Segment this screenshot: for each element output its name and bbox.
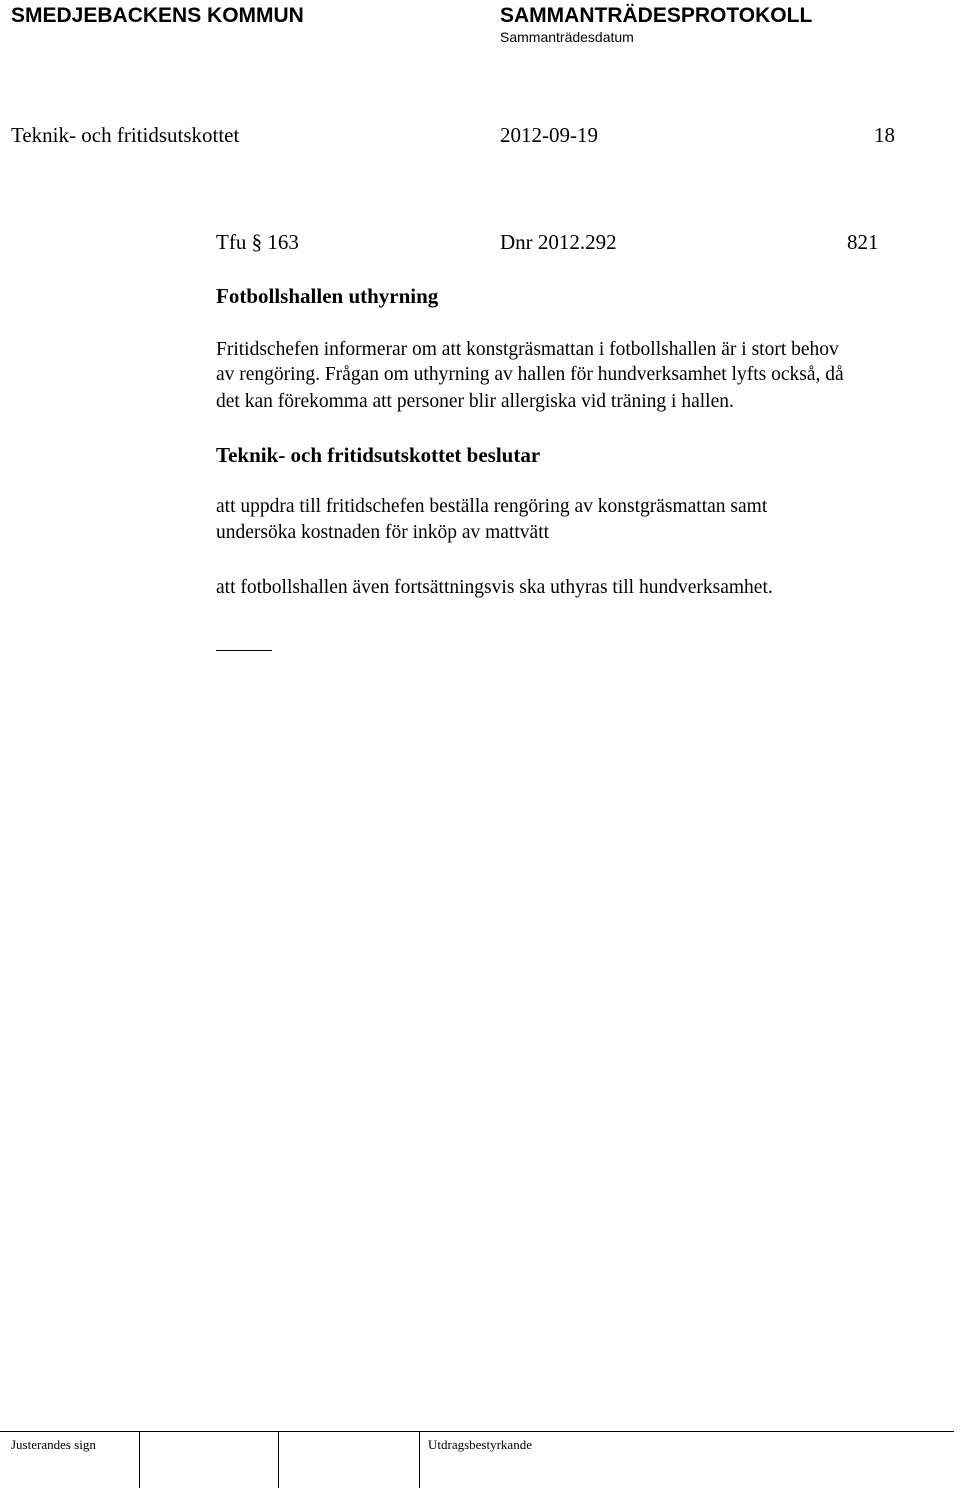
signature-label: Justerandes sign <box>11 1437 96 1452</box>
page-number: 18 <box>874 123 895 147</box>
meeting-date: 2012-09-19 <box>500 123 598 147</box>
case-archive-code: 821 <box>847 230 879 254</box>
footer-column-divider <box>139 1432 140 1488</box>
case-paragraph-number: Tfu § 163 <box>216 230 299 254</box>
section-end-rule <box>216 650 272 651</box>
decision-item-line: att uppdra till fritidschefen beställa rengöring av konstgräsmattan samt <box>216 496 768 517</box>
decision-item-line: undersöka kostnaden för inköp av mattvätt <box>216 522 550 543</box>
intro-line: det kan förekomma att personer blir allergiska vid träning i hallen. <box>216 391 734 412</box>
decision-heading: Teknik- och fritidsutskottet beslutar <box>216 443 541 467</box>
document-type: SAMMANTRÄDESPROTOKOLL <box>500 4 813 27</box>
extract-certification-label: Utdragsbestyrkande <box>428 1437 532 1452</box>
footer-column-divider <box>419 1432 420 1488</box>
municipality-name: SMEDJEBACKENS KOMMUN <box>11 4 304 27</box>
footer-column-divider <box>278 1432 279 1488</box>
meeting-date-label: Sammanträdesdatum <box>500 29 634 45</box>
intro-line: av rengöring. Frågan om uthyrning av hallen för hundverksamhet lyfts också, då <box>216 364 844 385</box>
footer-rule <box>0 1431 954 1432</box>
case-title: Fotbollshallen uthyrning <box>216 284 439 308</box>
intro-line: Fritidschefen informerar om att konstgräsmattan i fotbollshallen är i stort behov <box>216 339 839 360</box>
case-registration-number: Dnr 2012.292 <box>500 230 617 254</box>
committee-name: Teknik- och fritidsutskottet <box>11 123 240 147</box>
decision-item: att fotbollshallen även fortsättningsvis ska uthyras till hundverksamhet. <box>216 577 773 598</box>
